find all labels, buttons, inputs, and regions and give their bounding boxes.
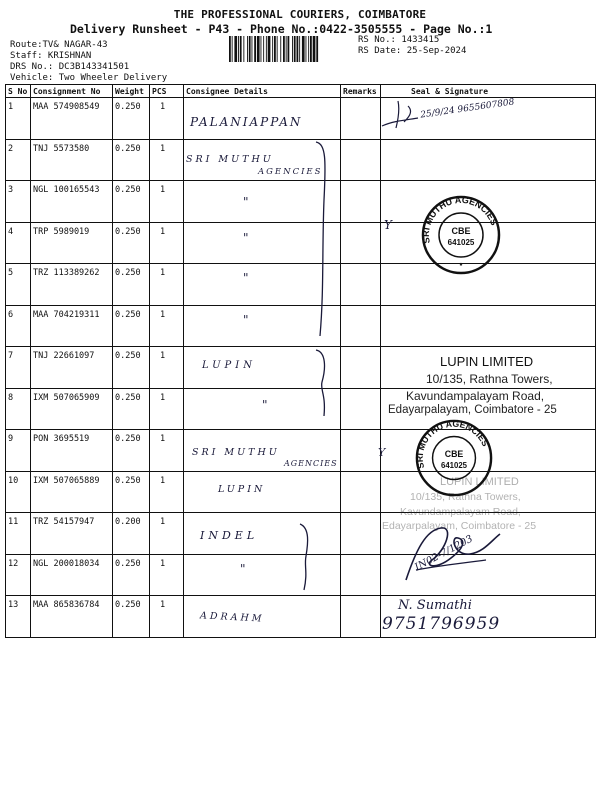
cell-consignment: IXM 507065909 bbox=[31, 388, 113, 430]
cell-consignment: MAA 704219311 bbox=[31, 305, 113, 347]
lupin-stamp-addr3: Edayarpalayam, Coimbatore - 25 bbox=[388, 404, 557, 416]
receiver-phone-13: 9751796959 bbox=[382, 614, 501, 634]
brace-rows-11-12 bbox=[296, 522, 316, 592]
table-row bbox=[6, 264, 596, 306]
cell-remarks bbox=[341, 181, 381, 223]
sri-muthu-stamp-1 bbox=[420, 194, 502, 276]
consignee-hw-2-line2: AGENCIES bbox=[258, 167, 323, 177]
cell-pcs: 1 bbox=[150, 98, 184, 140]
stamp-2-city: CBE bbox=[444, 449, 464, 460]
consignee-hw-7: LUPIN bbox=[202, 360, 256, 371]
lupin-faint-addr3: Edayarpalayam, Coimbatore - 25 bbox=[382, 520, 537, 532]
tick-row-4: Y bbox=[384, 218, 392, 232]
cell-pcs: 1 bbox=[150, 305, 184, 347]
cell-consignment: PON 3695519 bbox=[31, 430, 113, 472]
cell-sno: 12 bbox=[6, 554, 31, 596]
cell-weight: 0.250 bbox=[113, 347, 150, 389]
cell-sno: 2 bbox=[6, 139, 31, 181]
rs-date: RS Date: 25-Sep-2024 bbox=[358, 46, 467, 56]
col-pcs: PCS bbox=[150, 85, 184, 98]
table-row bbox=[6, 222, 596, 264]
cell-remarks bbox=[341, 98, 381, 140]
cell-remarks bbox=[341, 388, 381, 430]
round-seal-icon bbox=[420, 194, 502, 276]
cell-pcs: 1 bbox=[150, 554, 184, 596]
cell-remarks bbox=[341, 222, 381, 264]
brace-rows-2-6 bbox=[310, 140, 340, 340]
cell-remarks bbox=[341, 139, 381, 181]
brace-rows-7-8 bbox=[312, 348, 332, 418]
col-remarks: Remarks bbox=[341, 85, 381, 98]
barcode-icon bbox=[228, 36, 352, 62]
cell-sno: 10 bbox=[6, 471, 31, 513]
stamp-1-pin: 641025 bbox=[447, 238, 475, 247]
receiver-name-13: N. Sumathi bbox=[398, 598, 472, 613]
consignee-hw-9-line2: AGENCIES bbox=[284, 459, 338, 468]
cell-pcs: 1 bbox=[150, 430, 184, 472]
stamp-1-city: CBE bbox=[451, 226, 471, 236]
vehicle-label: Vehicle: Two Wheeler Delivery bbox=[10, 73, 168, 83]
cell-pcs: 1 bbox=[150, 139, 184, 181]
signature-1: 25/9/24 9655607808 bbox=[419, 97, 516, 121]
svg-text:★: ★ bbox=[458, 260, 464, 268]
consignee-hw-11: INDEL bbox=[200, 529, 259, 542]
cell-sno: 1 bbox=[6, 98, 31, 140]
cell-consignment: TRZ 54157947 bbox=[31, 513, 113, 555]
cell-consignment: TRP 5989019 bbox=[31, 222, 113, 264]
lupin-stamp-addr1: 10/135, Rathna Towers, bbox=[426, 372, 553, 386]
ditto-6: " bbox=[243, 313, 249, 327]
cell-remarks bbox=[341, 513, 381, 555]
col-sno: S No bbox=[6, 85, 31, 98]
cell-weight: 0.250 bbox=[113, 139, 150, 181]
cell-consignment: MAA 865836784 bbox=[31, 596, 113, 638]
cell-pcs: 1 bbox=[150, 347, 184, 389]
cell-pcs: 1 bbox=[150, 264, 184, 306]
cell-remarks bbox=[341, 596, 381, 638]
ditto-3: " bbox=[243, 195, 249, 209]
cell-sno: 8 bbox=[6, 388, 31, 430]
stamp-2-pin: 641025 bbox=[440, 460, 468, 470]
col-consignment: Consignment No bbox=[31, 85, 113, 98]
cell-consignee bbox=[184, 554, 341, 596]
table-header-row bbox=[6, 85, 596, 98]
signature-12: IN02-7/1203 bbox=[413, 533, 475, 574]
cell-remarks bbox=[341, 264, 381, 306]
cell-weight: 0.250 bbox=[113, 222, 150, 264]
cell-weight: 0.250 bbox=[113, 305, 150, 347]
cell-consignment: MAA 574908549 bbox=[31, 98, 113, 140]
col-signature: Seal & Signature bbox=[381, 85, 596, 98]
cell-remarks bbox=[341, 305, 381, 347]
consignee-hw-1: PALANIAPPAN bbox=[190, 115, 303, 129]
document-subtitle: Delivery Runsheet - P43 - Phone No.:0422-3505555 - Page No.:1 bbox=[70, 22, 493, 36]
cell-consignment: TNJ 22661097 bbox=[31, 347, 113, 389]
col-weight: Weight bbox=[113, 85, 150, 98]
cell-pcs: 1 bbox=[150, 222, 184, 264]
consignee-hw-13: ADRAHM bbox=[199, 610, 265, 625]
cell-weight: 0.250 bbox=[113, 596, 150, 638]
stamp-1-text: SRI MUTHU AGENCIES bbox=[420, 194, 500, 245]
consignee-hw-2-line1: SRI MUTHU bbox=[186, 154, 274, 165]
table-row bbox=[6, 305, 596, 347]
cell-pcs: 1 bbox=[150, 513, 184, 555]
cell-weight: 0.250 bbox=[113, 98, 150, 140]
document-title: THE PROFESSIONAL COURIERS, COIMBATORE bbox=[173, 8, 427, 21]
cell-sno: 6 bbox=[6, 305, 31, 347]
cell-consignment: TNJ 5573580 bbox=[31, 139, 113, 181]
stamp-2-text: SRI MUTHU AGENCIES bbox=[414, 418, 491, 470]
cell-remarks bbox=[341, 471, 381, 513]
cell-signature bbox=[381, 305, 596, 347]
cell-sno: 13 bbox=[6, 596, 31, 638]
signature-1-scribble bbox=[378, 96, 438, 136]
cell-weight: 0.200 bbox=[113, 513, 150, 555]
cell-consignment: NGL 100165543 bbox=[31, 181, 113, 223]
ditto-8: " bbox=[262, 398, 268, 412]
lupin-faint-name: LUPIN LIMITED bbox=[440, 476, 519, 488]
cell-sno: 4 bbox=[6, 222, 31, 264]
cell-sno: 3 bbox=[6, 181, 31, 223]
table-row bbox=[6, 181, 596, 223]
cell-weight: 0.250 bbox=[113, 181, 150, 223]
ditto-12: " bbox=[240, 562, 246, 576]
route-label: Route:TV& NAGAR-43 bbox=[10, 40, 108, 50]
lupin-faint-addr2: Kavundampalayam Road, bbox=[400, 506, 521, 518]
cell-weight: 0.250 bbox=[113, 471, 150, 513]
cell-sno: 5 bbox=[6, 264, 31, 306]
ditto-5: " bbox=[243, 271, 249, 285]
cell-sno: 9 bbox=[6, 430, 31, 472]
cell-sno: 7 bbox=[6, 347, 31, 389]
col-consignee: Consignee Details bbox=[184, 85, 341, 98]
cell-weight: 0.250 bbox=[113, 430, 150, 472]
cell-remarks bbox=[341, 347, 381, 389]
drs-number: DRS No.: DC3B143341501 bbox=[10, 62, 130, 72]
cell-weight: 0.250 bbox=[113, 264, 150, 306]
lupin-stamp-addr2: Kavundampalayam Road, bbox=[406, 389, 545, 403]
staff-label: Staff: KRISHNAN bbox=[10, 51, 92, 61]
cell-consignment: NGL 200018034 bbox=[31, 554, 113, 596]
ditto-4: " bbox=[243, 231, 249, 245]
tick-row-9: Y bbox=[378, 446, 386, 459]
table-row bbox=[6, 596, 596, 638]
cell-pcs: 1 bbox=[150, 596, 184, 638]
lupin-stamp-name: LUPIN LIMITED bbox=[440, 354, 534, 369]
rs-number: RS No.: 1433415 bbox=[358, 35, 440, 45]
cell-remarks bbox=[341, 554, 381, 596]
cell-weight: 0.250 bbox=[113, 388, 150, 430]
cell-consignment: TRZ 113389262 bbox=[31, 264, 113, 306]
cell-pcs: 1 bbox=[150, 181, 184, 223]
cell-pcs: 1 bbox=[150, 388, 184, 430]
cell-sno: 11 bbox=[6, 513, 31, 555]
cell-signature bbox=[381, 139, 596, 181]
cell-consignment: IXM 507065889 bbox=[31, 471, 113, 513]
cell-remarks bbox=[341, 430, 381, 472]
consignee-hw-10: LUPIN bbox=[218, 484, 266, 495]
consignee-hw-9-line1: SRI MUTHU bbox=[192, 447, 280, 458]
lupin-faint-addr1: 10/135, Rathna Towers, bbox=[410, 491, 521, 503]
cell-pcs: 1 bbox=[150, 471, 184, 513]
cell-weight: 0.250 bbox=[113, 554, 150, 596]
